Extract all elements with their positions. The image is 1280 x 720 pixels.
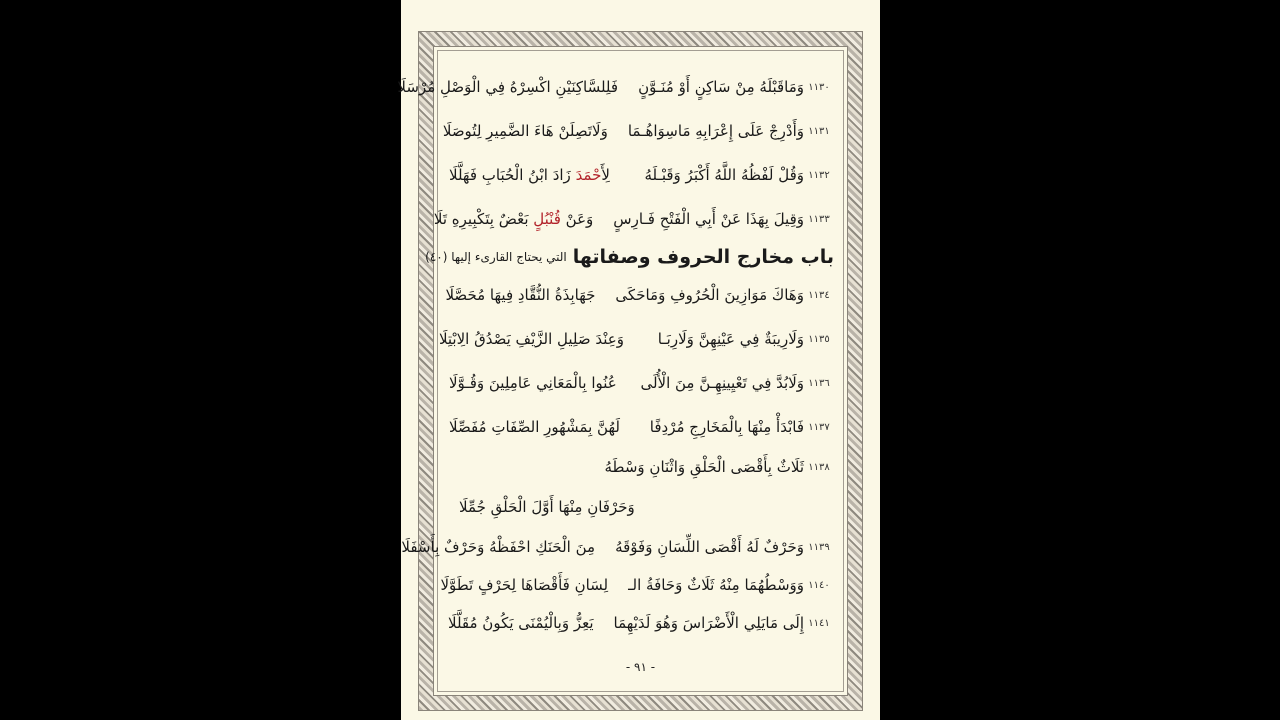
chapter-heading — [425, 240, 834, 274]
verse-number: ١١٣٤ — [808, 289, 830, 301]
verse-first-hemistich: وَوَسْطُهُمَا مِنْهُ ثَلَاثٌ وَحَافَةُ الـ — [628, 576, 804, 594]
chapter-title: باب مخارج الحروف وصفاتها — [572, 246, 834, 268]
verse-number: ١١٣٩ — [808, 541, 830, 553]
verse-text: بَعْضٌ بِتَكْبِيرِهِ تَلَا — [433, 210, 534, 228]
verse-second-hemistich: عُنُوا بِالْمَعَانِي عَامِلِينَ وَقُـوَّلَا — [449, 374, 617, 392]
verse-number: ١١٤٠ — [808, 579, 830, 591]
verse-row — [449, 410, 834, 444]
verse-first-hemistich: وَقُلْ لَفْظُهُ اللَّهُ أَكْبَرُ وَقَبْـلَهُ — [644, 166, 804, 184]
verse-second-hemistich: لَهُنَّ بِمَشْهُورِ الصِّفَاتِ مُفَصِّلَا — [449, 418, 620, 436]
verse-second-hemistich — [449, 166, 624, 184]
verse-row — [433, 202, 834, 236]
verse-number: ١١٣٨ — [808, 461, 830, 473]
verse-second-hemistich: وَحَرْفَانِ مِنْهَا أَوَّلَ الْحَلْقِ جُمِّلَا — [459, 498, 635, 516]
verse-number: ١١٣٦ — [808, 377, 830, 389]
verse-number: ١١٤١ — [808, 617, 830, 629]
verse-first-hemistich: إِلَى مَايَلِي الْأَضْرَاسَ وَهُوَ لَدَيْهِمَا — [613, 614, 804, 632]
verse-first-hemistich: فَابْدَأْ مِنْهَا بِالْمَخَارِجِ مُرْدِفًا — [649, 418, 804, 436]
verse-first-hemistich: وَهَاكَ مَوَازِينَ الْحُرُوفِ وَمَاحَكَى — [615, 286, 804, 304]
verse-second-hemistich: مِنَ الْحَنَكِ احْفَظْهُ وَحَرْفٌ بِأَسْفَلَا — [401, 538, 596, 556]
verse-second-hemistich: يَعِزُّ وَبِالْيُمْنَى يَكُونُ مُقَلَّلَا — [448, 614, 594, 632]
verse-second-hemistich: وَعِنْدَ صَلِيلِ الزَّيْفِ يَصْدُقُ الِابْتِلَا — [438, 330, 624, 348]
verse-row — [440, 568, 834, 602]
verse-row — [449, 158, 834, 192]
verse-number: ١١٣٥ — [808, 333, 830, 345]
verse-number: ١١٣٧ — [808, 421, 830, 433]
verse-second-hemistich: لِسَانِ فَأَقْصَاهَا لِحَرْفٍ تَطَوَّلَا — [440, 576, 609, 594]
verse-number: ١١٣٣ — [808, 213, 830, 225]
verse-continuation — [449, 490, 834, 524]
verse-text: لِ — [601, 166, 610, 184]
verse-row — [397, 70, 834, 104]
verse-number: ١١٣١ — [808, 125, 830, 137]
page-number: - ٩١ - — [625, 660, 656, 674]
red-name: قُنْبُلٍ — [533, 210, 561, 228]
verse-first-hemistich: وَلَابُدَّ فِي تَعْيِينِهِـنَّ مِنَ الْأُلَى — [640, 374, 804, 392]
verse-number: ١١٣٠ — [808, 81, 830, 93]
verse-row — [449, 606, 834, 640]
verse-row — [445, 278, 834, 312]
verse-first-hemistich: وَقِيلَ بِهَذَا عَنْ أَبِي الْفَتْحِ فَـارِسٍ — [613, 210, 804, 228]
verse-first-hemistich: وَأَدْرِجْ عَلَى إِعْرَابِهِ مَاسِوَاهُـمَا — [627, 122, 804, 140]
verse-first-hemistich: ثَلَاثٌ بِأَقْصَى الْحَلْقِ وَاثْنَانِ وَسْطَهُ — [604, 458, 804, 476]
verse-row — [438, 322, 834, 356]
verse-first-hemistich: وَحَرْفٌ لَهُ أَقْصَى اللِّسَانِ وَفَوْقَهُ — [615, 538, 804, 556]
verse-row — [449, 366, 834, 400]
verse-text: زَادَ ابْنُ الْحُبَابِ فَهَلَّلَا — [449, 166, 576, 184]
chapter-subtitle: التي يحتاج القارىء إليها (٤٠) — [425, 250, 567, 264]
verse-first-hemistich: وَمَاقَبْلَهُ مِنْ سَاكِنٍ أَوْ مُنَـوَّنٍ — [638, 78, 804, 96]
verse-first-hemistich: وَلَارِيبَةٌ فِي عَيْنِهِنَّ وَلَارِبَـا — [657, 330, 804, 348]
red-name: أَحْمَدَ — [575, 166, 602, 184]
verse-row — [401, 530, 834, 564]
verse-row — [442, 114, 834, 148]
verse-second-hemistich: جَهَابِذَةُ النُّقَّادِ فِيهَا مُحَصَّلَا — [445, 286, 596, 304]
verse-second-hemistich: فَلِلسَّاكِنَيْنِ اكْسِرْهُ فِي الْوَصْلِ مُرْسَلَا — [397, 78, 619, 96]
verse-second-hemistich: وَلَاتَصِلَنْ هَاءَ الضَّمِيرِ لِتُوصَلَا — [442, 122, 608, 140]
verse-number: ١١٣٢ — [808, 169, 830, 181]
verse-second-hemistich — [434, 210, 593, 228]
verse-text: وَعَنْ — [560, 210, 594, 228]
verse-row — [449, 450, 834, 484]
